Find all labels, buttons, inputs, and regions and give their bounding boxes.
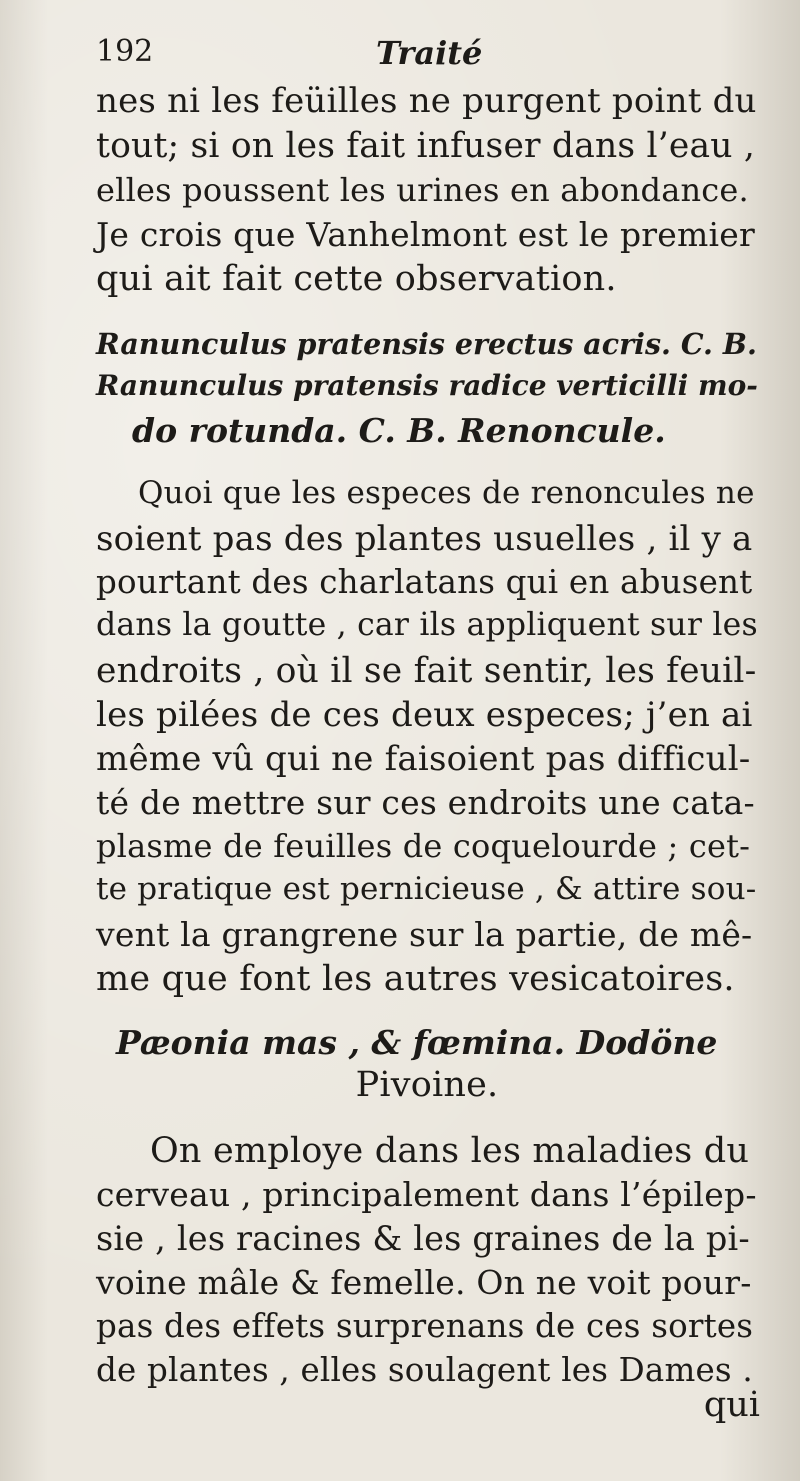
running-title: Traité: [376, 34, 483, 72]
text-line: vent la grangrene sur la partie, de mê-: [96, 915, 753, 954]
text-line: té de mettre sur ces endroits une cata-: [96, 783, 755, 822]
text-line: nes ni les feüilles ne purgent point du: [96, 81, 757, 121]
text-line: soient pas des plantes usuelles , il y a: [96, 519, 753, 559]
latin-heading-line: Ranunculus pratensis erectus acris. C. B.: [96, 327, 757, 361]
page-number: 192: [96, 34, 154, 69]
text-line: pas des effets surprenans de ces sortes: [96, 1307, 754, 1345]
text-line: me que font les autres vesicatoires.: [96, 959, 735, 999]
text-line: elles poussent les urines en abondance.: [96, 171, 749, 209]
text-line: les pilées de ces deux especes; j’en ai: [96, 695, 753, 735]
text-line: sie , les racines & les graines de la pi-: [96, 1219, 750, 1258]
text-line: pourtant des charlatans qui en abusent: [96, 563, 753, 601]
running-header: [96, 34, 758, 76]
french-name: Pivoine.: [355, 1065, 499, 1105]
text-line: On employe dans les maladies du: [150, 1131, 750, 1171]
text-line: endroits , où il se fait sentir, les feuil-: [96, 651, 757, 691]
latin-heading-line: Ranunculus pratensis radice verticilli mo-: [96, 369, 758, 402]
text-line: Quoi que les especes de renoncules ne: [138, 475, 755, 511]
text-line: même vû qui ne faisoient pas difficul-: [96, 739, 751, 779]
text-line: voine mâle & femelle. On ne voit pour-: [96, 1263, 752, 1302]
text-line: Je crois que Vanhelmont est le premier: [96, 215, 755, 254]
text-line: qui ait fait cette observation.: [96, 259, 617, 299]
latin-heading-line: do rotunda. C. B. Renoncule.: [132, 411, 666, 450]
catchword: qui: [703, 1385, 760, 1425]
text-line: tout; si on les fait infuser dans l’eau ,: [96, 126, 755, 166]
text-line: plasme de feuilles de coquelourde ; cet-: [96, 827, 751, 865]
text-line: te pratique est pernicieuse , & attire sou-: [96, 871, 757, 907]
latin-heading-line: Pæonia mas , & fœmina. Dodöne: [116, 1023, 718, 1062]
text-line: dans la goutte , car ils appliquent sur les: [96, 607, 758, 643]
text-line: de plantes , elles soulagent les Dames .: [96, 1351, 753, 1389]
text-line: cerveau , principalement dans l’épilep-: [96, 1175, 757, 1214]
